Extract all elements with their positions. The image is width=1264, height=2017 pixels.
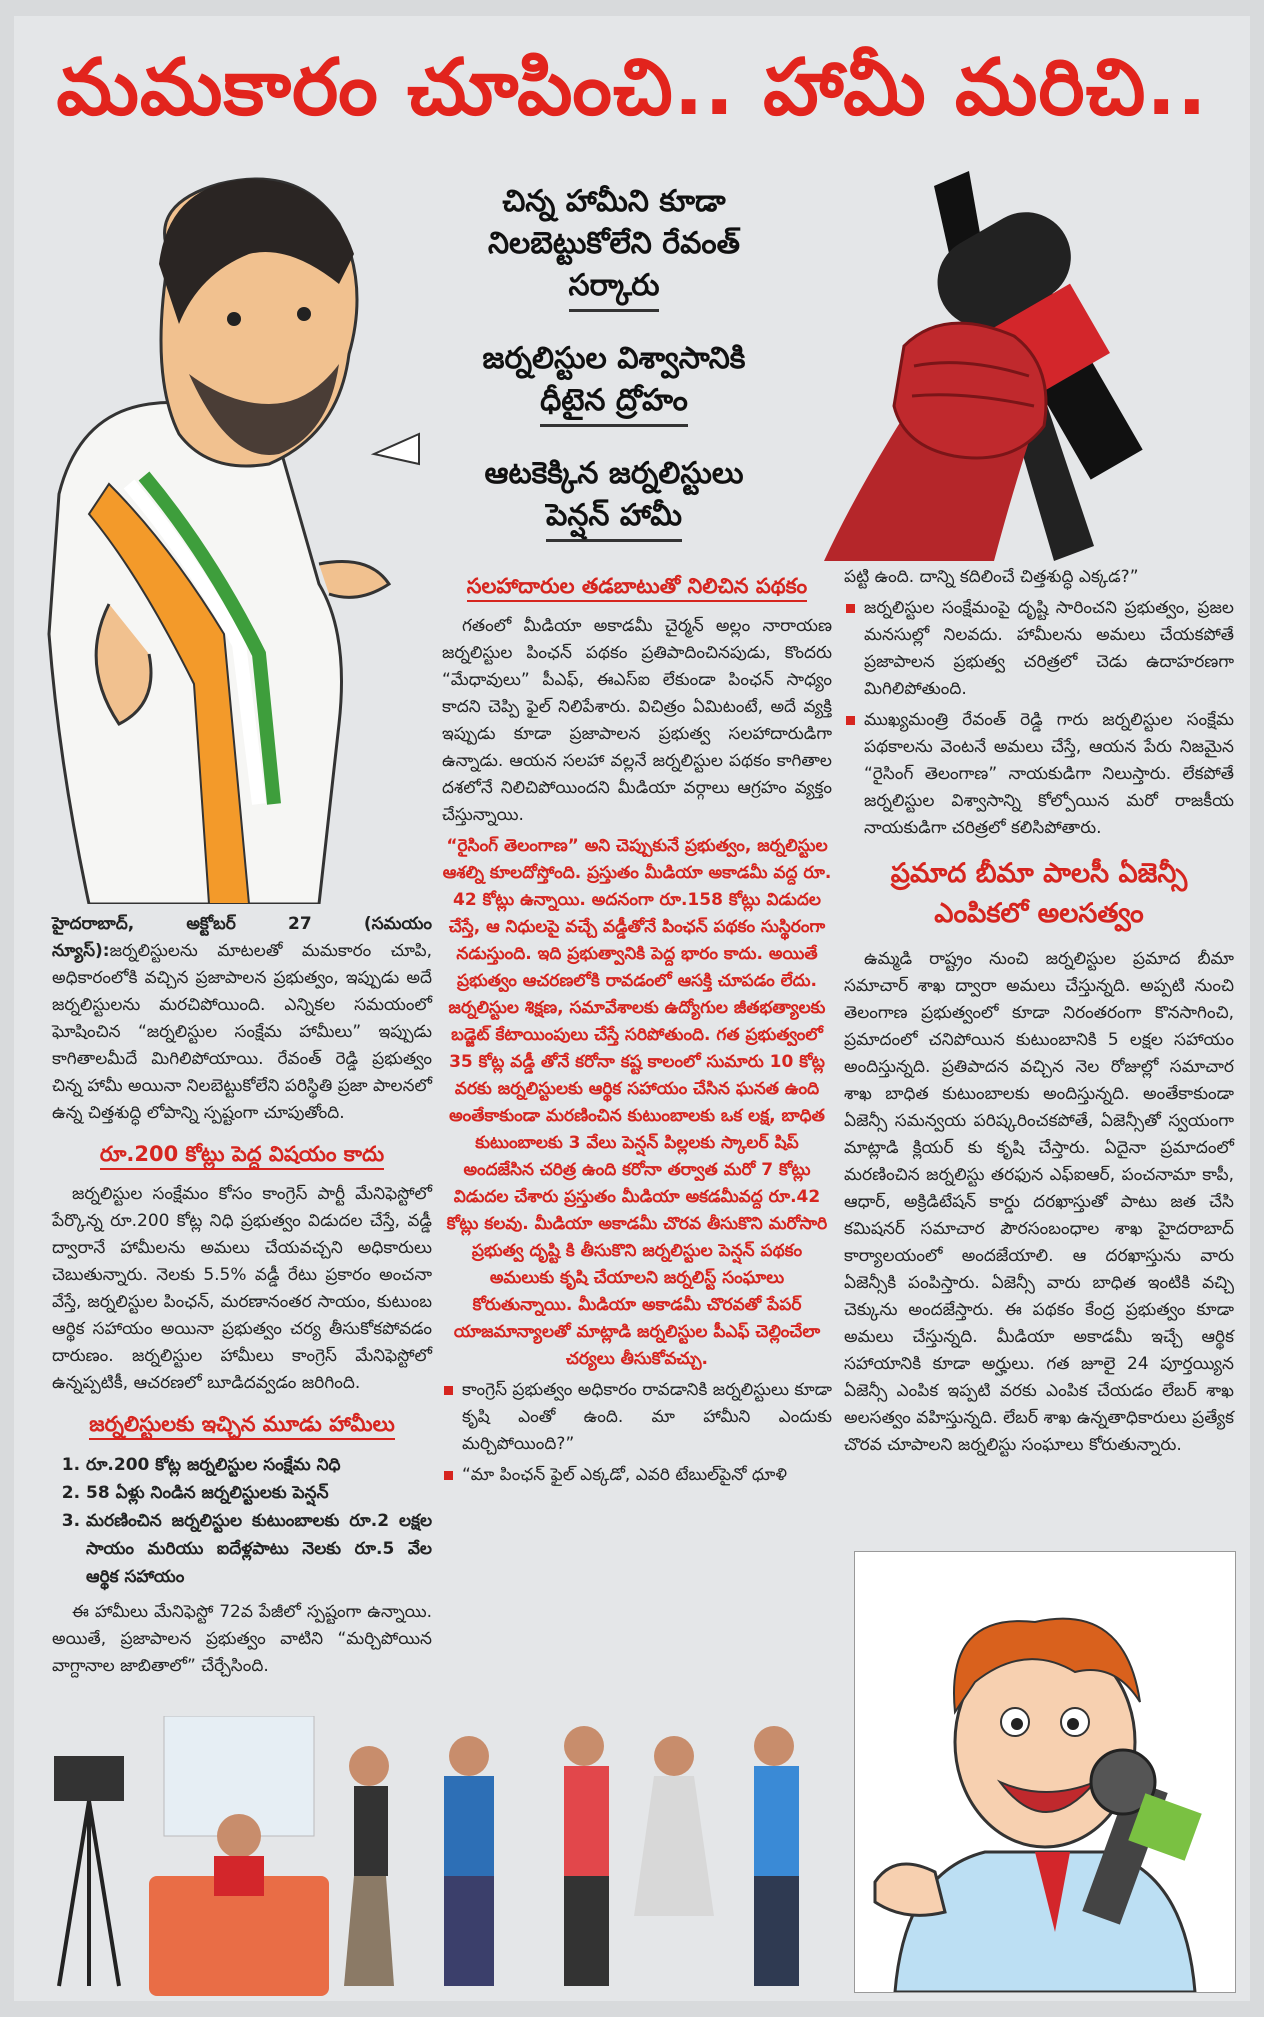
intro-text: జర్నలిస్టులను మాటలతో మమకారం చూపి, అధికారంలోకి వచ్చిన ప్రజాపాలన ప్రభుత్వం, ఇప్పుడు అదే జర్నలిస్టులను మరచిపోయింది. ఎన్నికల సమయంలో ఘోషించిన “జర్నలిస్టుల సంక్షేమ హామీలు” ఇప్పుడు కాగితాలమీదే మిగిలిపోయాయి. రేవంత్ రెడ్డి ప్రభుత్వం చిన్న హామీ అయినా నిలబెట్టుకోలేని పరిస్థితి ప్రజా పాలనలో ఉన్న చిత్తశుద్ధి లోపాన్ని స్పష్టంగా చూపుతోంది. [52,941,432,1123]
paragraph: ఈ హామీలు మేనిఫెస్టో 72వ పేజీలో స్పష్టంగా ఉన్నాయి. అయితే, ప్రజాపాలన ప్రభుత్వం వాటిని “మర్చిపోయిన వాగ్దానాల జాబితాలో” చేర్చేసింది. [52,1602,432,1676]
column-2 [442,571,832,1493]
microphone-fist-illustration [794,166,1234,561]
newspaper-page [14,16,1250,2001]
paragraph: జర్నలిస్టుల సంక్షేమం కోసం కాంగ్రెస్ పార్టీ మేనిఫెస్టోలో పేర్కొన్న రూ.200 కోట్ల నిధి ప్రభుత్వం విడుదల చేస్తే, వడ్డీ ద్వారానే హామీలను అమలు చేయవచ్చని అధికారులు చెబుతున్నారు. నెలకు 5.5% వడ్డీ రేటు ప్రకారం అంచనా వేస్తే, జర్నలిస్టుల పింఛన్, మరణానంతర సాయం, కుటుంబ ఆర్థిక సహాయం అయినా ప్రభుత్వం చర్య తీసుకోకపోవడం దారుణం. జర్నలిస్టుల హామీలు కాంగ్రెస్ మేనిఫెస్టోలో ఉన్నప్పటికీ, ఆచరణలో బూడిదవ్వడం జరిగింది. [52,1184,432,1393]
section-head-insurance: ప్రమాద బీమా పాలసీ ఏజెన్సీ ఎంపికలో అలసత్వం [890,858,1188,929]
paragraph: ఉమ్మడి రాష్ట్రం నుంచి జర్నలిస్టుల ప్రమాద బీమా సమాచార్ శాఖ ద్వారా అమలు చేస్తున్నది. అప్పటి నుంచి తెలంగాణ ప్రభుత్వంలో కూడా నిరంతరంగా కొనసాగించి, ప్రమాదంలో చనిపోయిన కుటుంబానికి 5 లక్షల సహాయం అందిస్తున్నది. ప్రతిపాదన వచ్చిన నెల రోజుల్లో సమాచార శాఖ బాధిత కుటుంబాలకు అందిస్తున్నది. అంతేకాకుండా ఏజెన్సీ సమన్వయ పరిష్కరించకపోతే, ఏజెన్సీతో స్వయంగా మాట్లాడి క్లియర్ కు కృషి చేస్తారు. ఏదైనా ప్రమాదంలో మరణించిన జర్నలిస్టు తరఫున ఎఫ్ఐఆర్, పంచనామా కాపీ, ఆధార్, అక్రిడిటేషన్ కార్డు దరఖాస్తుతో పాటు జత చేసి కమిషనర్ సమాచార పౌరసంబంధాల శాఖ హైదరాబాద్ కార్యాలయంలో అందజేయాలి. ఆ దరఖాస్తును వారు ఏజెన్సీకి పంపిస్తారు. ఏజెన్సీ వారు బాధిత ఇంటికి వచ్చి చెక్కును అందజేస్తారు. ఈ పథకం కేంద్ర ప్రభుత్వం కూడా అమలు చేస్తున్నది. మీడియా అకాడమీ ఇచ్చే ఆర్థిక సహాయానికి కూడా అర్హులు. గత జూలై 24 పూర్తయ్యిన ఏజెన్సీ ఎంపిక ఇప్పటి వరకు ఎంపిక చేయడం లేబర్ శాఖ అలసత్వం వహిస్తున్నది. లేబర్ శాఖ ఉన్నతాధికారులు ప్రత్యేక చొరవ చూపాలని జర్నలిస్టు సంఘాలు కోరుతున్నారు. [844,949,1234,1455]
politician-cartoon-illustration [19,164,439,904]
list-item: 1. రూ.200 కోట్ల జర్నలిస్టుల సంక్షేమ నిధి [86,1451,432,1479]
bullet-item: కాంగ్రెస్ ప్రభుత్వం అధికారం రావడానికి జర్నలిస్టులు కూడా కృషి ఎంతో ఉంది. మా హామీని ఎందుకు మర్చిపోయింది?” [442,1377,832,1458]
subhead-3: ఆటకెక్కిన జర్నలిస్టులు పెన్షన్ హామీ [444,453,784,542]
list-item: 3. మరణించిన జర్నలిస్టుల కుటుంబాలకు రూ.2 లక్షల సాయం మరియు ఐదేళ్లపాటు నెలకు రూ.5 వేల ఆర్థిక సహాయం [86,1507,432,1591]
section-head-advisors: సలహాదారుల తడబాటుతో నిలిచిన పథకం [442,571,832,601]
headline: మమకారం చూపించి.. హామీ మరిచి.. [56,43,1208,133]
subheadings [444,181,784,568]
bullet-item: ముఖ్యమంత్రి రేవంత్ రెడ్డి గారు జర్నలిస్టుల సంక్షేమ పథకాలను వెంటనే అమలు చేస్తే, ఆయన పేరు నిజమైన “రైసింగ్ తెలంగాణ” నాయకుడిగా నిలుస్తారు. లేకపోతే జర్నలిస్టుల విశ్వాసాన్ని కోల్పోయిన మరో రాజకీయ నాయకుడిగా చరిత్రలో కలిసిపోతారు. [844,707,1234,842]
paragraph: గతంలో మీడియా అకాడమీ చైర్మన్ అల్లం నారాయణ జర్నలిస్టుల పింఛన్ పథకం ప్రతిపాదించినపుడు, కొందరు “మేధావులు” పీఎఫ్, ఈఎస్ఐ లేకుండా పింఛన్ సాధ్యం కాదని చెప్పి ఫైల్ నిలిపేశారు. విచిత్రం ఏమిటంటే, అదే వ్యక్తి ఇప్పుడు కూడా ప్రజాపాలన ప్రభుత్వ సలహాదారుడిగా ఉన్నాడు. ఆయన సలహా వల్లనే జర్నలిస్టుల పథకం కాగితాల దశలోనే నిలిచిపోయిందని మీడియా వర్గాలు ఆగ్రహం వ్యక్తం చేస్తున్నాయి. [442,616,832,825]
section-head-three-promises: జర్నలిస్టులకు ఇచ్చిన మూడు హామీలు [52,1409,432,1439]
dateline: హైదరాబాద్, అక్టోబర్ 27 (సమయం న్యూస్): [52,914,432,961]
column-3 [844,564,1234,1463]
continued-text: పట్టి ఉంది. దాన్ని కదిలించే చిత్తశుద్ధి ఎక్కడ?” [844,567,1139,587]
bullet-item: “మా పింఛన్ ఫైల్ ఎక్కడో, ఎవరి టేబుల్‌పైనో ధూళి [442,1462,832,1489]
section-head-200-crore: రూ.200 కోట్లు పెద్ద విషయం కాదు [52,1139,432,1169]
bullet-item: జర్నలిస్టుల సంక్షేమంపై దృష్టి సారించని ప్రభుత్వం, ప్రజల మనసుల్లో నిలవదు. హామీలను అమలు చేయకపోతే ప్రజాపాలన ప్రభుత్వ చరిత్రలో చెడు ఉదాహరణగా మిగిలిపోతుంది. [844,595,1234,703]
list-item: 2. 58 ఏళ్లు నిండిన జర్నలిస్టులకు పెన్షన్ [86,1479,432,1507]
subhead-2: జర్నలిస్టుల విశ్వాసానికి ధీటైన ద్రోహం [444,338,784,427]
subhead-1: చిన్న హామీని కూడా నిలబెట్టుకోలేని రేవంత్ సర్కారు [444,181,784,312]
reporter-cartoon-illustration [854,1551,1236,1993]
highlight-paragraph: “రైసింగ్ తెలంగాణ” అని చెప్పుకునే ప్రభుత్వం, జర్నలిస్టుల ఆశల్ని కూలదోస్తోంది. ప్రస్తుతం మీడియా అకాడమీ వద్ద రూ. 42 కోట్లు ఉన్నాయి. అదనంగా రూ.158 కోట్లు విడుదల చేస్తే, ఆ నిధులపై వచ్చే వడ్డీతోనే పింఛన్ పథకం సుస్థిరంగా నడుస్తుంది. ఇది ప్రభుత్వానికి పెద్ద భారం కాదు. అయితే ప్రభుత్వం ఆచరణలోకి రావడంలో ఆసక్తి చూపడం లేదు. జర్నలిస్టుల శిక్షణ, సమావేశాలకు ఉద్యోగుల జీతభత్యాలకు బడ్జెట్ కేటాయింపులు చేస్తే సరిపోతుంది. గత ప్రభుత్వంలో 35 కోట్ల వడ్డీ తోనే కరోనా కష్ట కాలంలో సుమారు 10 కోట్ల వరకు జర్నలిస్టులకు ఆర్థిక సహాయం చేసిన ఘనత ఉంది అంతేకాకుండా మరణించిన కుటుంబాలకు ఒక లక్ష, బాధిత కుటుంబాలకు 3 వేలు పెన్షన్ పిల్లలకు స్కాలర్ షిప్ అందజేసిన చరిత్ర ఉంది కరోనా తర్వాత మరో 7 కోట్లు విడుదల చేశారు ప్రస్తుతం మీడియా అకడమీవద్ద రూ.42 కోట్లు కలవు. మీడియా అకాడమీ చొరవ తీసుకొని మరోసారి ప్రభుత్వ దృష్టి కి తీసుకొని జర్నలిస్టుల పెన్షన్ పథకం అమలుకు కృషి చేయాలని జర్నలిస్ట్ సంఘాలు కోరుతున్నాయి. మీడియా అకాడమీ చొరవతో పేపర్ యాజమాన్యాలతో మాట్లాడి జర్నలిస్టుల పీఎఫ్ చెల్లించేలా చర్యలు తీసుకోవచ్చు. [442,836,832,1369]
reporters-crowd-illustration [14,1716,844,1996]
promises-list [52,1451,432,1591]
column-1 [52,911,432,1684]
